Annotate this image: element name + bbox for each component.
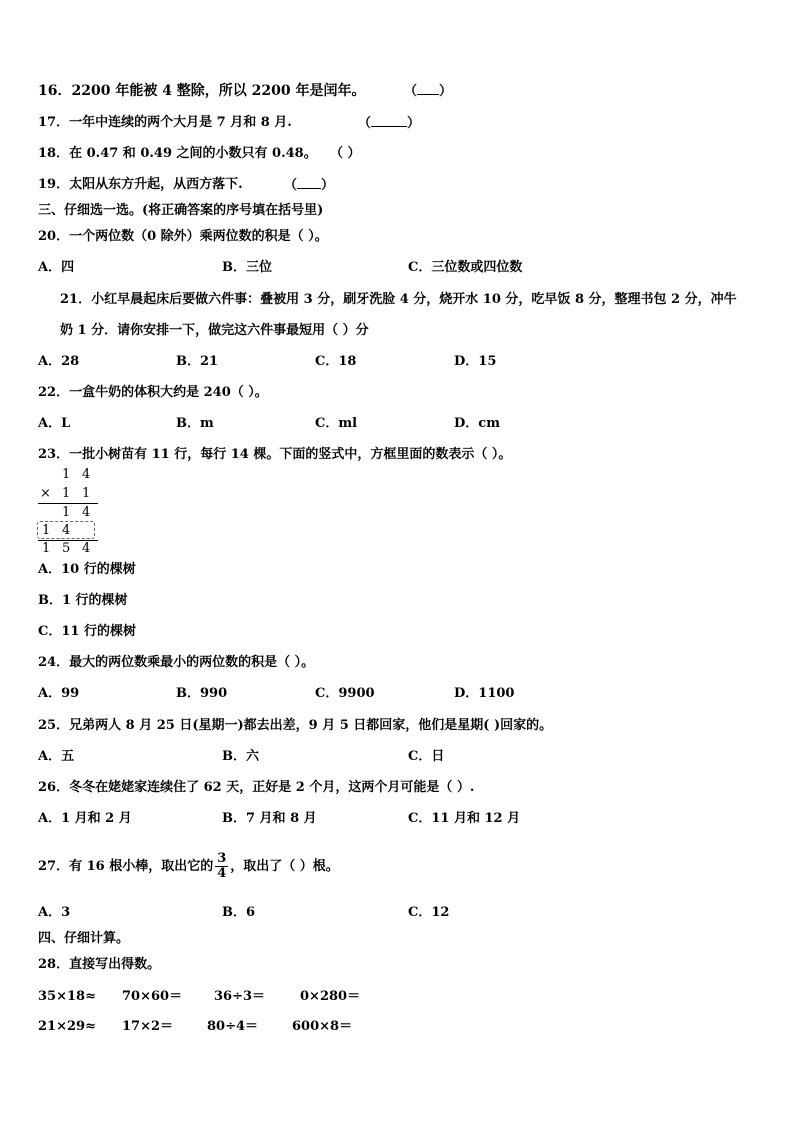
answer-paren-16[interactable]: （ ） xyxy=(404,84,453,99)
q21-option-d[interactable]: D．15 xyxy=(454,354,497,369)
calc-1-1[interactable]: 35×18≈ xyxy=(38,989,96,1004)
vertical-multiplication xyxy=(38,467,100,557)
vm-row3-d2: 4 xyxy=(82,505,91,520)
q27-option-a[interactable]: A．3 xyxy=(38,905,71,920)
question-26: 26．冬冬在姥姥家连续住了 62 天，正好是 2 个月，这两个月可能是（ ）. xyxy=(38,780,475,795)
q24-option-d[interactable]: D．1100 xyxy=(454,686,515,701)
q23-option-c[interactable]: C．11 行的棵树 xyxy=(38,624,136,639)
fraction-numerator: 3 xyxy=(217,851,227,866)
vm-row4-d1: 1 xyxy=(42,523,51,538)
question-19-text: 19．太阳从东方升起，从西方落下. xyxy=(38,177,243,192)
q26-option-c[interactable]: C．11 月和 12 月 xyxy=(408,811,521,826)
fraction xyxy=(215,852,228,881)
question-21-line1: 21．小红早晨起床后要做六件事：叠被用 3 分，刷牙洗脸 4 分，烧开水 10 分，吃早饭 8 分，整理书包 2 分，冲牛 xyxy=(60,292,737,307)
q21-option-a[interactable]: A．28 xyxy=(38,354,80,369)
question-17 xyxy=(38,115,292,131)
vm-row5-d1: 1 xyxy=(42,541,51,556)
vm-row4-d2: 4 xyxy=(62,523,71,538)
question-18-text: 18．在 0.47 和 0.49 之间的小数只有 0.48。 xyxy=(38,146,317,161)
q20-option-c[interactable]: C．三位数或四位数 xyxy=(408,260,523,275)
question-27 xyxy=(38,850,339,884)
answer-paren-18[interactable]: （ ） xyxy=(330,146,361,161)
question-18 xyxy=(38,146,317,162)
vm-row2-d1: 1 xyxy=(62,486,71,501)
question-19 xyxy=(38,177,243,193)
vm-row1-d2: 4 xyxy=(82,467,91,482)
question-27-pre: 27．有 16 根小棒，取出它的 xyxy=(38,859,214,874)
q20-option-a[interactable]: A．四 xyxy=(38,260,75,275)
question-16-text: 16．2200 年能被 4 整除，所以 2200 年是闰年。 xyxy=(38,83,366,99)
section-4-heading: 四、仔细计算。 xyxy=(38,931,130,946)
q22-option-a[interactable]: A．L xyxy=(38,416,71,431)
q26-option-b[interactable]: B．7 月和 8 月 xyxy=(222,811,317,826)
question-22: 22．一盒牛奶的体积大约是 240（ ）。 xyxy=(38,385,268,400)
q25-option-a[interactable]: A．五 xyxy=(38,749,75,764)
q27-option-b[interactable]: B．6 xyxy=(222,905,256,920)
question-28: 28．直接写出得数。 xyxy=(38,957,161,972)
calc-1-4[interactable]: 0×280＝ xyxy=(300,989,361,1004)
calc-2-4[interactable]: 600×8＝ xyxy=(292,1019,353,1034)
vm-highlight-box xyxy=(37,521,95,539)
question-20: 20．一个两位数（0 除外）乘两位数的积是（ ）。 xyxy=(38,229,328,244)
q22-option-d[interactable]: D．cm xyxy=(454,416,500,431)
vm-times-sign: × xyxy=(40,486,51,501)
fraction-denominator: 4 xyxy=(217,866,227,881)
q20-option-b[interactable]: B．三位 xyxy=(222,260,272,275)
question-23: 23．一批小树苗有 11 行，每行 14 棵。下面的竖式中，方框里面的数表示（ ）。 xyxy=(38,447,512,462)
question-24: 24．最大的两位数乘最小的两位数的积是（ ）。 xyxy=(38,655,315,670)
q27-option-c[interactable]: C．12 xyxy=(408,905,450,920)
vm-row5-d2: 5 xyxy=(62,541,71,556)
section-3-heading: 三、仔细选一选。(将正确答案的序号填在括号里) xyxy=(38,203,324,218)
q26-option-a[interactable]: A．1 月和 2 月 xyxy=(38,811,132,826)
question-27-post: ，取出了（ ）根。 xyxy=(230,859,339,874)
vm-row2-d2: 1 xyxy=(82,486,91,501)
question-17-text: 17．一年中连续的两个大月是 7 月和 8 月. xyxy=(38,115,292,130)
vm-line-1 xyxy=(38,503,98,504)
q22-option-b[interactable]: B．m xyxy=(176,416,214,431)
calc-1-3[interactable]: 36÷3＝ xyxy=(214,989,266,1004)
answer-paren-17[interactable]: （ ） xyxy=(358,116,421,131)
q25-option-b[interactable]: B．六 xyxy=(222,749,259,764)
question-25: 25．兄弟两人 8 月 25 日(星期一)都去出差，9 月 5 日都回家，他们是星期( )回家的。 xyxy=(38,718,553,733)
vm-row3-d1: 1 xyxy=(62,505,71,520)
q24-option-c[interactable]: C．9900 xyxy=(315,686,375,701)
q25-option-c[interactable]: C．日 xyxy=(408,749,445,764)
calc-1-2[interactable]: 70×60＝ xyxy=(122,989,183,1004)
q21-option-c[interactable]: C．18 xyxy=(315,354,357,369)
vm-row1-d1: 1 xyxy=(62,467,71,482)
question-21-line2: 奶 1 分．请你安排一下，做完这六件事最短用（ ）分 xyxy=(60,323,369,338)
q21-option-b[interactable]: B．21 xyxy=(176,354,219,369)
q23-option-a[interactable]: A．10 行的棵树 xyxy=(38,562,136,577)
calc-2-1[interactable]: 21×29≈ xyxy=(38,1019,96,1034)
vm-line-2 xyxy=(38,540,98,541)
q23-option-b[interactable]: B．1 行的棵树 xyxy=(38,593,128,608)
answer-paren-19[interactable]: （ ） xyxy=(284,178,335,193)
calc-2-2[interactable]: 17×2＝ xyxy=(122,1019,174,1034)
question-16 xyxy=(38,83,366,99)
q24-option-a[interactable]: A．99 xyxy=(38,686,80,701)
calc-2-3[interactable]: 80÷4＝ xyxy=(207,1019,259,1034)
vm-row5-d3: 4 xyxy=(82,541,91,556)
q24-option-b[interactable]: B．990 xyxy=(176,686,228,701)
q22-option-c[interactable]: C．ml xyxy=(315,416,358,431)
